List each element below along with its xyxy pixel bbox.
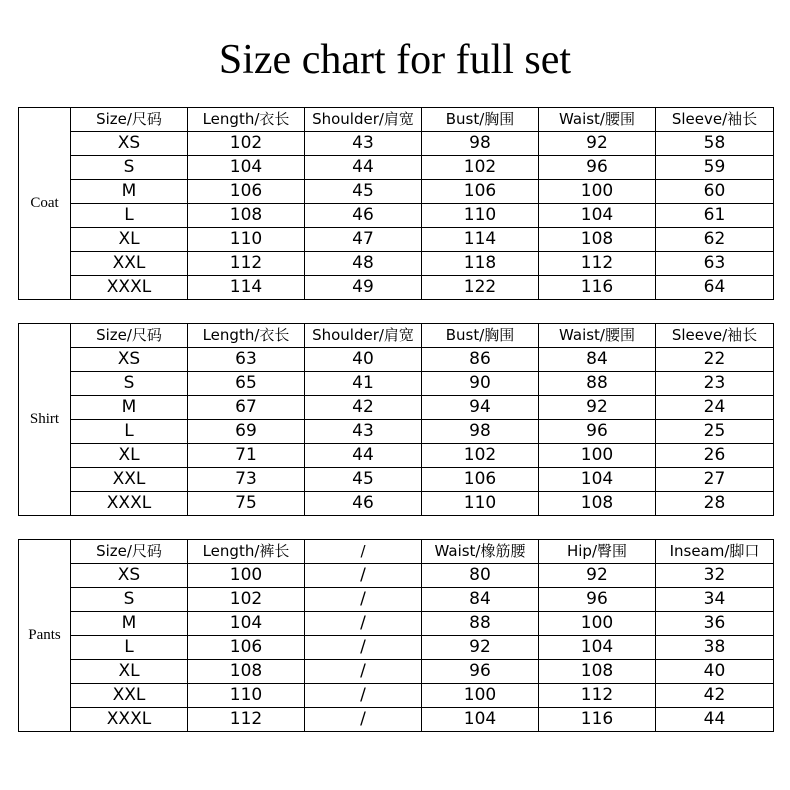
table-cell: L <box>71 204 188 228</box>
table-cell: L <box>71 420 188 444</box>
table-cell: 112 <box>539 684 656 708</box>
table-cell: 63 <box>656 252 774 276</box>
column-header: Waist/腰围 <box>539 108 656 132</box>
table-cell: 102 <box>188 132 305 156</box>
page-title: Size chart for full set <box>218 37 572 83</box>
table-cell: 38 <box>656 636 774 660</box>
table-cell: 104 <box>539 204 656 228</box>
table-cell: 104 <box>188 156 305 180</box>
group-label: Shirt <box>19 324 71 516</box>
table-row <box>19 156 774 180</box>
table-cell: 75 <box>188 492 305 516</box>
table-cell: 100 <box>539 612 656 636</box>
table-cell: 84 <box>422 588 539 612</box>
table-cell: 44 <box>305 156 422 180</box>
table-row <box>19 612 774 636</box>
table-cell: 25 <box>656 420 774 444</box>
table-cell: 60 <box>656 180 774 204</box>
table-cell: / <box>305 588 422 612</box>
table-cell: 41 <box>305 372 422 396</box>
column-header: Size/尺码 <box>71 108 188 132</box>
table-cell: 108 <box>539 492 656 516</box>
column-header: Shoulder/肩宽 <box>305 108 422 132</box>
table-cell: / <box>305 564 422 588</box>
table-cell: 88 <box>539 372 656 396</box>
table-cell: 118 <box>422 252 539 276</box>
table-cell: 40 <box>305 348 422 372</box>
table-header-row <box>19 108 774 132</box>
table-cell: 26 <box>656 444 774 468</box>
table-cell: 96 <box>539 588 656 612</box>
table-header-row <box>19 324 774 348</box>
column-header: Size/尺码 <box>71 540 188 564</box>
column-header: Length/衣长 <box>188 324 305 348</box>
table-cell: 112 <box>188 708 305 732</box>
table-cell: 110 <box>422 492 539 516</box>
table-cell: 116 <box>539 708 656 732</box>
table-cell: XXXL <box>71 276 188 300</box>
table-cell: S <box>71 156 188 180</box>
table-cell: 96 <box>539 156 656 180</box>
table-cell: 43 <box>305 420 422 444</box>
coat-size-table <box>18 107 774 300</box>
table-cell: 114 <box>422 228 539 252</box>
table-cell: 45 <box>305 468 422 492</box>
table-cell: 106 <box>188 180 305 204</box>
table-cell: 62 <box>656 228 774 252</box>
table-cell: XXL <box>71 468 188 492</box>
table-cell: M <box>71 612 188 636</box>
table-cell: 46 <box>305 492 422 516</box>
table-cell: 47 <box>305 228 422 252</box>
table-cell: 63 <box>188 348 305 372</box>
table-cell: 98 <box>422 132 539 156</box>
table-cell: 61 <box>656 204 774 228</box>
table-row <box>19 684 774 708</box>
table-cell: 96 <box>422 660 539 684</box>
table-cell: 108 <box>188 204 305 228</box>
table-cell: 100 <box>539 180 656 204</box>
table-cell: 104 <box>539 636 656 660</box>
table-cell: XL <box>71 228 188 252</box>
table-cell: 90 <box>422 372 539 396</box>
table-cell: 112 <box>539 252 656 276</box>
table-cell: / <box>305 612 422 636</box>
column-header: Shoulder/肩宽 <box>305 324 422 348</box>
table-row <box>19 372 774 396</box>
table-cell: 92 <box>539 564 656 588</box>
shirt-size-table <box>18 323 774 516</box>
table-cell: 32 <box>656 564 774 588</box>
table-cell: 48 <box>305 252 422 276</box>
table-cell: XL <box>71 660 188 684</box>
table-cell: 100 <box>422 684 539 708</box>
table-cell: 45 <box>305 180 422 204</box>
table-cell: 43 <box>305 132 422 156</box>
table-cell: 73 <box>188 468 305 492</box>
table-row <box>19 348 774 372</box>
table-cell: 122 <box>422 276 539 300</box>
table-row <box>19 492 774 516</box>
group-label: Pants <box>19 540 71 732</box>
table-cell: 112 <box>188 252 305 276</box>
table-row <box>19 588 774 612</box>
column-header: Size/尺码 <box>71 324 188 348</box>
table-cell: 71 <box>188 444 305 468</box>
table-cell: 110 <box>188 684 305 708</box>
table-cell: XS <box>71 132 188 156</box>
pants-size-table <box>18 539 774 732</box>
table-row <box>19 636 774 660</box>
table-cell: S <box>71 372 188 396</box>
table-cell: 64 <box>656 276 774 300</box>
table-row <box>19 228 774 252</box>
table-cell: L <box>71 636 188 660</box>
group-label: Coat <box>19 108 71 300</box>
column-header: Bust/胸围 <box>422 324 539 348</box>
table-cell: 44 <box>656 708 774 732</box>
table-cell: 100 <box>188 564 305 588</box>
table-cell: 44 <box>305 444 422 468</box>
table-cell: 116 <box>539 276 656 300</box>
table-cell: 23 <box>656 372 774 396</box>
table-row <box>19 708 774 732</box>
table-cell: 59 <box>656 156 774 180</box>
table-cell: 104 <box>539 468 656 492</box>
table-cell: 108 <box>539 660 656 684</box>
column-header: Bust/胸围 <box>422 108 539 132</box>
table-row <box>19 564 774 588</box>
table-cell: 106 <box>422 468 539 492</box>
column-header: Waist/腰围 <box>539 324 656 348</box>
table-cell: 96 <box>539 420 656 444</box>
table-cell: XXXL <box>71 708 188 732</box>
table-cell: 65 <box>188 372 305 396</box>
table-cell: M <box>71 396 188 420</box>
table-cell: 106 <box>422 180 539 204</box>
table-cell: 102 <box>188 588 305 612</box>
table-cell: 22 <box>656 348 774 372</box>
table-cell: 49 <box>305 276 422 300</box>
table-cell: S <box>71 588 188 612</box>
table-row <box>19 204 774 228</box>
table-cell: 40 <box>656 660 774 684</box>
column-header: Hip/臀围 <box>539 540 656 564</box>
table-cell: XS <box>71 348 188 372</box>
table-row <box>19 252 774 276</box>
column-header: Inseam/脚口 <box>656 540 774 564</box>
column-header: / <box>305 540 422 564</box>
table-cell: 36 <box>656 612 774 636</box>
table-cell: XXL <box>71 684 188 708</box>
table-row <box>19 180 774 204</box>
table-cell: 92 <box>539 396 656 420</box>
table-cell: 42 <box>305 396 422 420</box>
table-cell: / <box>305 684 422 708</box>
column-header: Length/裤长 <box>188 540 305 564</box>
table-cell: M <box>71 180 188 204</box>
table-cell: 110 <box>188 228 305 252</box>
column-header: Sleeve/袖长 <box>656 324 774 348</box>
table-cell: 42 <box>656 684 774 708</box>
table-cell: 69 <box>188 420 305 444</box>
table-cell: 102 <box>422 444 539 468</box>
table-cell: 86 <box>422 348 539 372</box>
table-header-row <box>19 540 774 564</box>
table-cell: 58 <box>656 132 774 156</box>
table-cell: 84 <box>539 348 656 372</box>
table-row <box>19 132 774 156</box>
table-row <box>19 468 774 492</box>
table-cell: 104 <box>422 708 539 732</box>
column-header: Waist/橡筋腰 <box>422 540 539 564</box>
table-cell: 28 <box>656 492 774 516</box>
table-cell: 94 <box>422 396 539 420</box>
table-row <box>19 420 774 444</box>
table-cell: 114 <box>188 276 305 300</box>
column-header: Sleeve/袖长 <box>656 108 774 132</box>
table-cell: 106 <box>188 636 305 660</box>
table-cell: / <box>305 636 422 660</box>
table-cell: XXXL <box>71 492 188 516</box>
table-cell: 104 <box>188 612 305 636</box>
table-cell: XXL <box>71 252 188 276</box>
table-row <box>19 276 774 300</box>
table-row <box>19 444 774 468</box>
table-cell: 80 <box>422 564 539 588</box>
table-cell: XS <box>71 564 188 588</box>
table-cell: 92 <box>422 636 539 660</box>
table-cell: 27 <box>656 468 774 492</box>
table-cell: 92 <box>539 132 656 156</box>
table-cell: / <box>305 708 422 732</box>
table-cell: 108 <box>188 660 305 684</box>
table-cell: 88 <box>422 612 539 636</box>
table-cell: 34 <box>656 588 774 612</box>
table-cell: 100 <box>539 444 656 468</box>
table-cell: 24 <box>656 396 774 420</box>
table-cell: 110 <box>422 204 539 228</box>
table-cell: 108 <box>539 228 656 252</box>
table-cell: 46 <box>305 204 422 228</box>
table-cell: XL <box>71 444 188 468</box>
table-row <box>19 396 774 420</box>
table-row <box>19 660 774 684</box>
table-cell: / <box>305 660 422 684</box>
column-header: Length/衣长 <box>188 108 305 132</box>
table-cell: 102 <box>422 156 539 180</box>
table-cell: 98 <box>422 420 539 444</box>
table-cell: 67 <box>188 396 305 420</box>
